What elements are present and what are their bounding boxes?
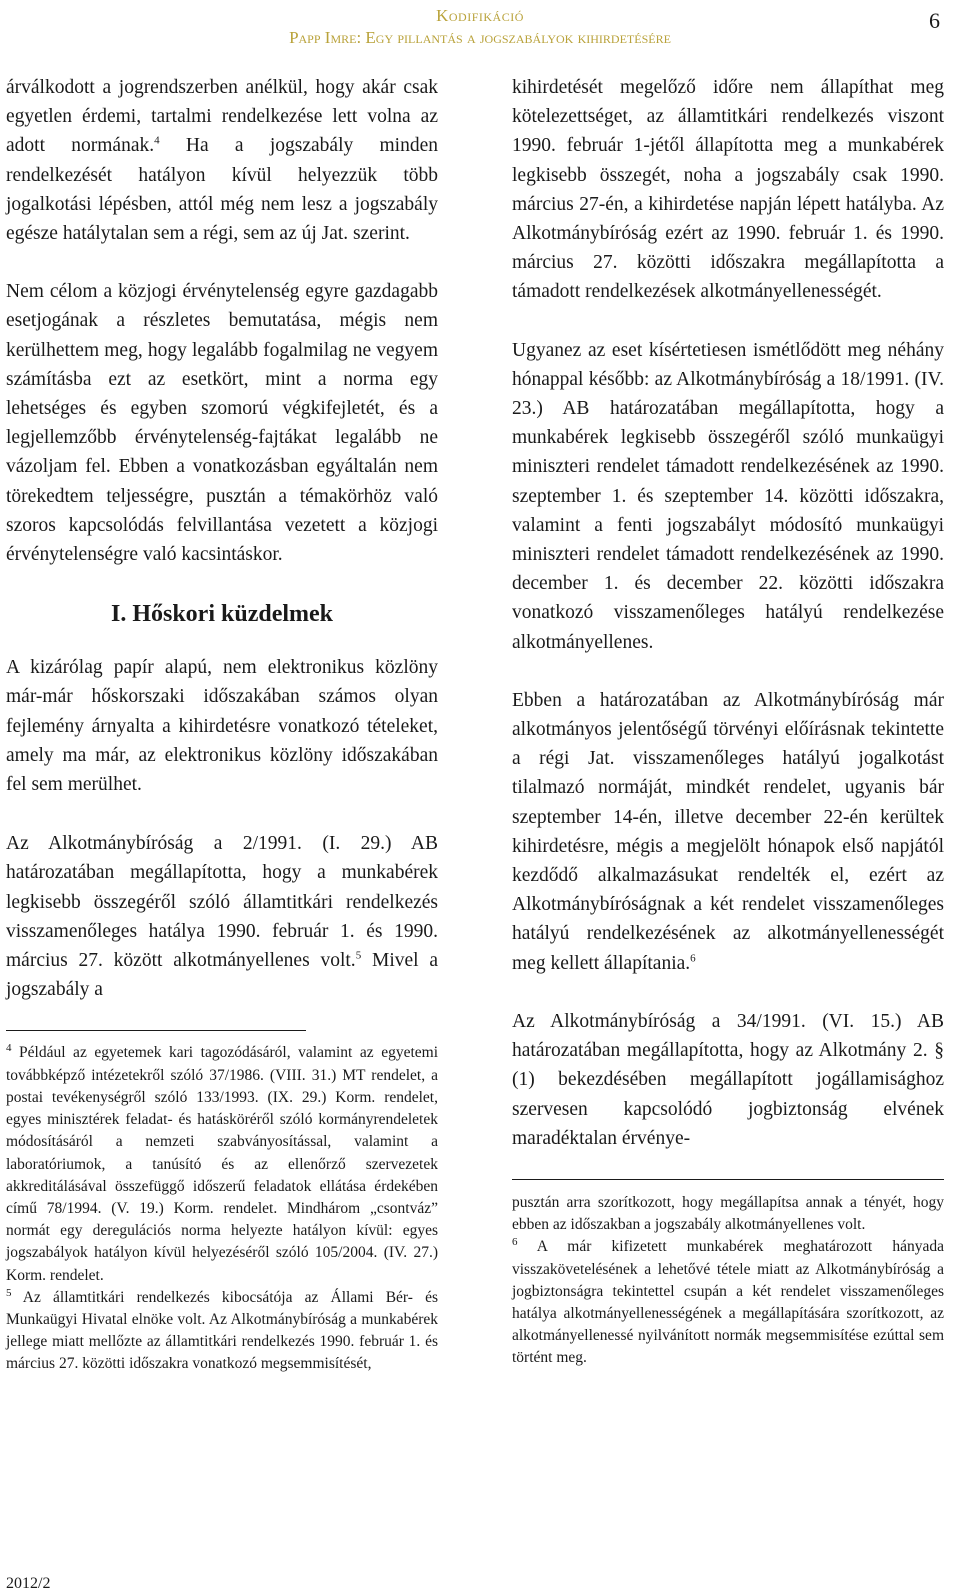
paragraph-gap <box>6 248 438 277</box>
left-paragraph-2: Nem célom a közjogi érvénytelenség egyre gazdagabb esetjogának a részletes bemutatása, mégis nem kerülhettem meg, hogy legalább fogalmilag ne vegyem számításba ezt az esetkört, mint a norma egy lehetséges és egyben szomorú végkifejletét, és a legjellemzőbb érvénytelenség-fajtákat legalább ne vázoljam fel. Ebben a vonatkozásban egyáltalán nem törekedtem teljességre, pusztán a témakörhöz való szoros kapcsolódás felvillantása vezetett a közjogi érvénytelenségre való kacsintáskor. <box>6 281 438 566</box>
left-paragraph-4-text-b: Mivel a jogszabály a <box>6 950 439 1001</box>
paragraph-gap <box>512 307 944 336</box>
footnote-ref-6[interactable]: 6 <box>690 952 696 965</box>
right-paragraph-2: Ugyanez az eset kísértetiesen ismétlődött meg néhány hónappal később: az Alkotmánybíróság a 18/1991. (IV. 23.) AB határozatában megállapította, hogy a munkabérek legkisebb összegéről szóló munkaügyi miniszteri rendelet támadott rendelkezésének az 1990. szeptember 1. és szeptember 14. közötti időszakra, valamint a fenti jogszabályt módosító munkaügyi miniszteri rendelet támadott rendelkezésének az 1990. december 1. és december 22. közötti időszakra vonatkozó visszamenőleges hatályú rendelkezése alkotmányellenes. <box>512 339 944 653</box>
footnote-4 <box>6 1042 438 1286</box>
footnote-5-number: 5 <box>6 1286 12 1299</box>
footnote-5 <box>6 1287 438 1376</box>
right-paragraph-1: kihirdetését megelőző időre nem állapíthat meg kötelezettséget, az államtitkári rendelkezés viszont 1990. február 1-jétől állapította meg a munkabérek legkisebb összegét, noha a jogszabály csak 1990. március 27-én, a kihirdetése napján lépett hatályba. Az Alkotmánybíróság ezért az 1990. február 1. és 1990. március 27. közötti időszakra megállapította a támadott rendelkezések alkotmányellenességét. <box>512 77 944 303</box>
paragraph-gap <box>6 632 438 653</box>
footnote-5-continued: pusztán arra szorítkozott, hogy megállapítsa annak a tényét, hogy ebben az időszakban a jogszabály alkotmányellenes volt. <box>512 1193 944 1234</box>
paragraph-gap <box>512 978 944 1007</box>
footnote-ref-4[interactable]: 4 <box>154 134 160 147</box>
right-paragraph-3 <box>512 686 944 978</box>
page-number: 6 <box>929 8 940 33</box>
paragraph-gap <box>6 569 438 596</box>
left-paragraph-3: A kizárólag papír alapú, nem elektronikus közlöny már-már hőskorszaki időszakában számos olyan fejlemény árnyalta a kihirdetésre vonatkozó tételeket, amely ma már, az elektronikus közlöny időszakában fel sem merülhet. <box>6 657 438 796</box>
right-column <box>512 73 944 1370</box>
left-paragraph-1-text-b: Ha a jogszabály minden rendelkezését hatályon kívül helyezzük több jogalkotási lépésben, attól még nem lesz a jogszabály egésze hatálytalan sem a régi, sem az új Jat. szerint. <box>6 135 438 245</box>
footnote-ref-5[interactable]: 5 <box>355 949 362 962</box>
running-title: Papp Imre: Egy pillantás a jogszabályok kihirdetésére <box>289 28 671 47</box>
paragraph-gap <box>512 657 944 686</box>
left-paragraph-4 <box>6 829 438 1004</box>
footnote-4-number: 4 <box>6 1042 12 1055</box>
page-header <box>0 0 960 60</box>
right-paragraph-4: Az Alkotmánybíróság a 34/1991. (VI. 15.) AB határozatában megállapította, hogy az Alkotmány 2. § (1) bekezdésében megállapított jogállamisághoz szervesen kapcsolódó jogbiztonság elvének maradéktalan érvénye- <box>512 1010 944 1149</box>
right-paragraph-3-text: Ebben a határozatában az Alkotmánybíróság már alkotmányos jelentőségű törvényi előírásnak tekintette a régi Jat. visszamenőleges hatályú jogalkotást tilalmazó normáját, mindkét rendelet, ugyanis bár szeptember 14-én, illetve december 22-én kerültek kihirdetésre, mégis a megjelölt hónapok első napjától kezdődő alkalmazásukat rendelték el, ezért az Alkotmánybíróságnak a két rendelet visszamenőleges hatályú rendelkezésének az alkotmányellenességét meg kellett állapítania. <box>512 689 944 974</box>
footnote-4-text: Például az egyetemek kari tagozódásáról, valamint az egyetemi továbbképző intézetekről szóló 37/1986. (VIII. 31.) MT rendelet, a postai tevékenységről szóló 133/1993. (IX. 29.) Korm. rendelet, egyes minisztérek feladat- és hatásköréről szóló kormányrendeletek módosításáról a nemzeti szabványosítással, valamint a laboratóriumok, a tanúsító és az ellenőrző szervezetek akkreditálásával összefüggő időszerű feladatok ellátása érdekében című 78/1994. (V. 19.) Korm. rendelet. Mindhárom „csontváz” normát egy deregulációs norma helyezte hatályon kívül: egyes jogszabályok hatályon kívül helyezéséről szóló 105/2004. (IV. 27.) Korm. rendelet. <box>6 1044 438 1284</box>
journal-name: Kodifikáció <box>436 6 524 25</box>
left-paragraph-4-text-a: Az Alkotmánybíróság a 2/1991. (I. 29.) AB határozatában megállapította, hogy a munkabérek legkisebb összegéről szóló államtitkári rendelkezés visszamenőleges hatálya 1990. február 1. és 1990. március 27. között alkotmányellenes volt. <box>6 833 438 972</box>
issue-number: 2012/2 <box>6 1575 51 1592</box>
left-paragraph-1 <box>6 73 438 248</box>
left-column <box>6 73 438 1376</box>
footnote-6-number: 6 <box>512 1236 518 1249</box>
footnote-6 <box>512 1236 944 1369</box>
left-paragraph-1-text-a: árválkodott a jogrendszerben anélkül, hogy akár csak egyetlen érdemi, tartalmi rendelkezése lett volna az adott normának. <box>6 77 438 157</box>
section-heading: I. Hőskori küzdelmek <box>110 601 334 628</box>
footnote-5-text: Az államtitkári rendelkezés kibocsátója az Állami Bér- és Munkaügyi Hivatal elnöke volt. Az Alkotmánybíróság a munkabérek jellege miatt mellőzte az államtitkári rendelkezés 1990. február 1. és március 27. közötti időszakra vonatkozó megsemmisítését, <box>6 1288 438 1373</box>
paragraph-gap <box>6 799 438 829</box>
footnote-6-text: A már kifizetett munkabérek meghatározott hányada visszakövetelésének a lehetővé tétele miatt az Alkotmánybíróság a jogbiztonságra tekintettel csupán a két rendelet visszamenőleges hatálya alkotmányellenességének a megállapítására szorítkozott, az alkotmányellenessé nyilvánított normák megsemmisítése ezúttal sem történt meg. <box>512 1238 944 1367</box>
